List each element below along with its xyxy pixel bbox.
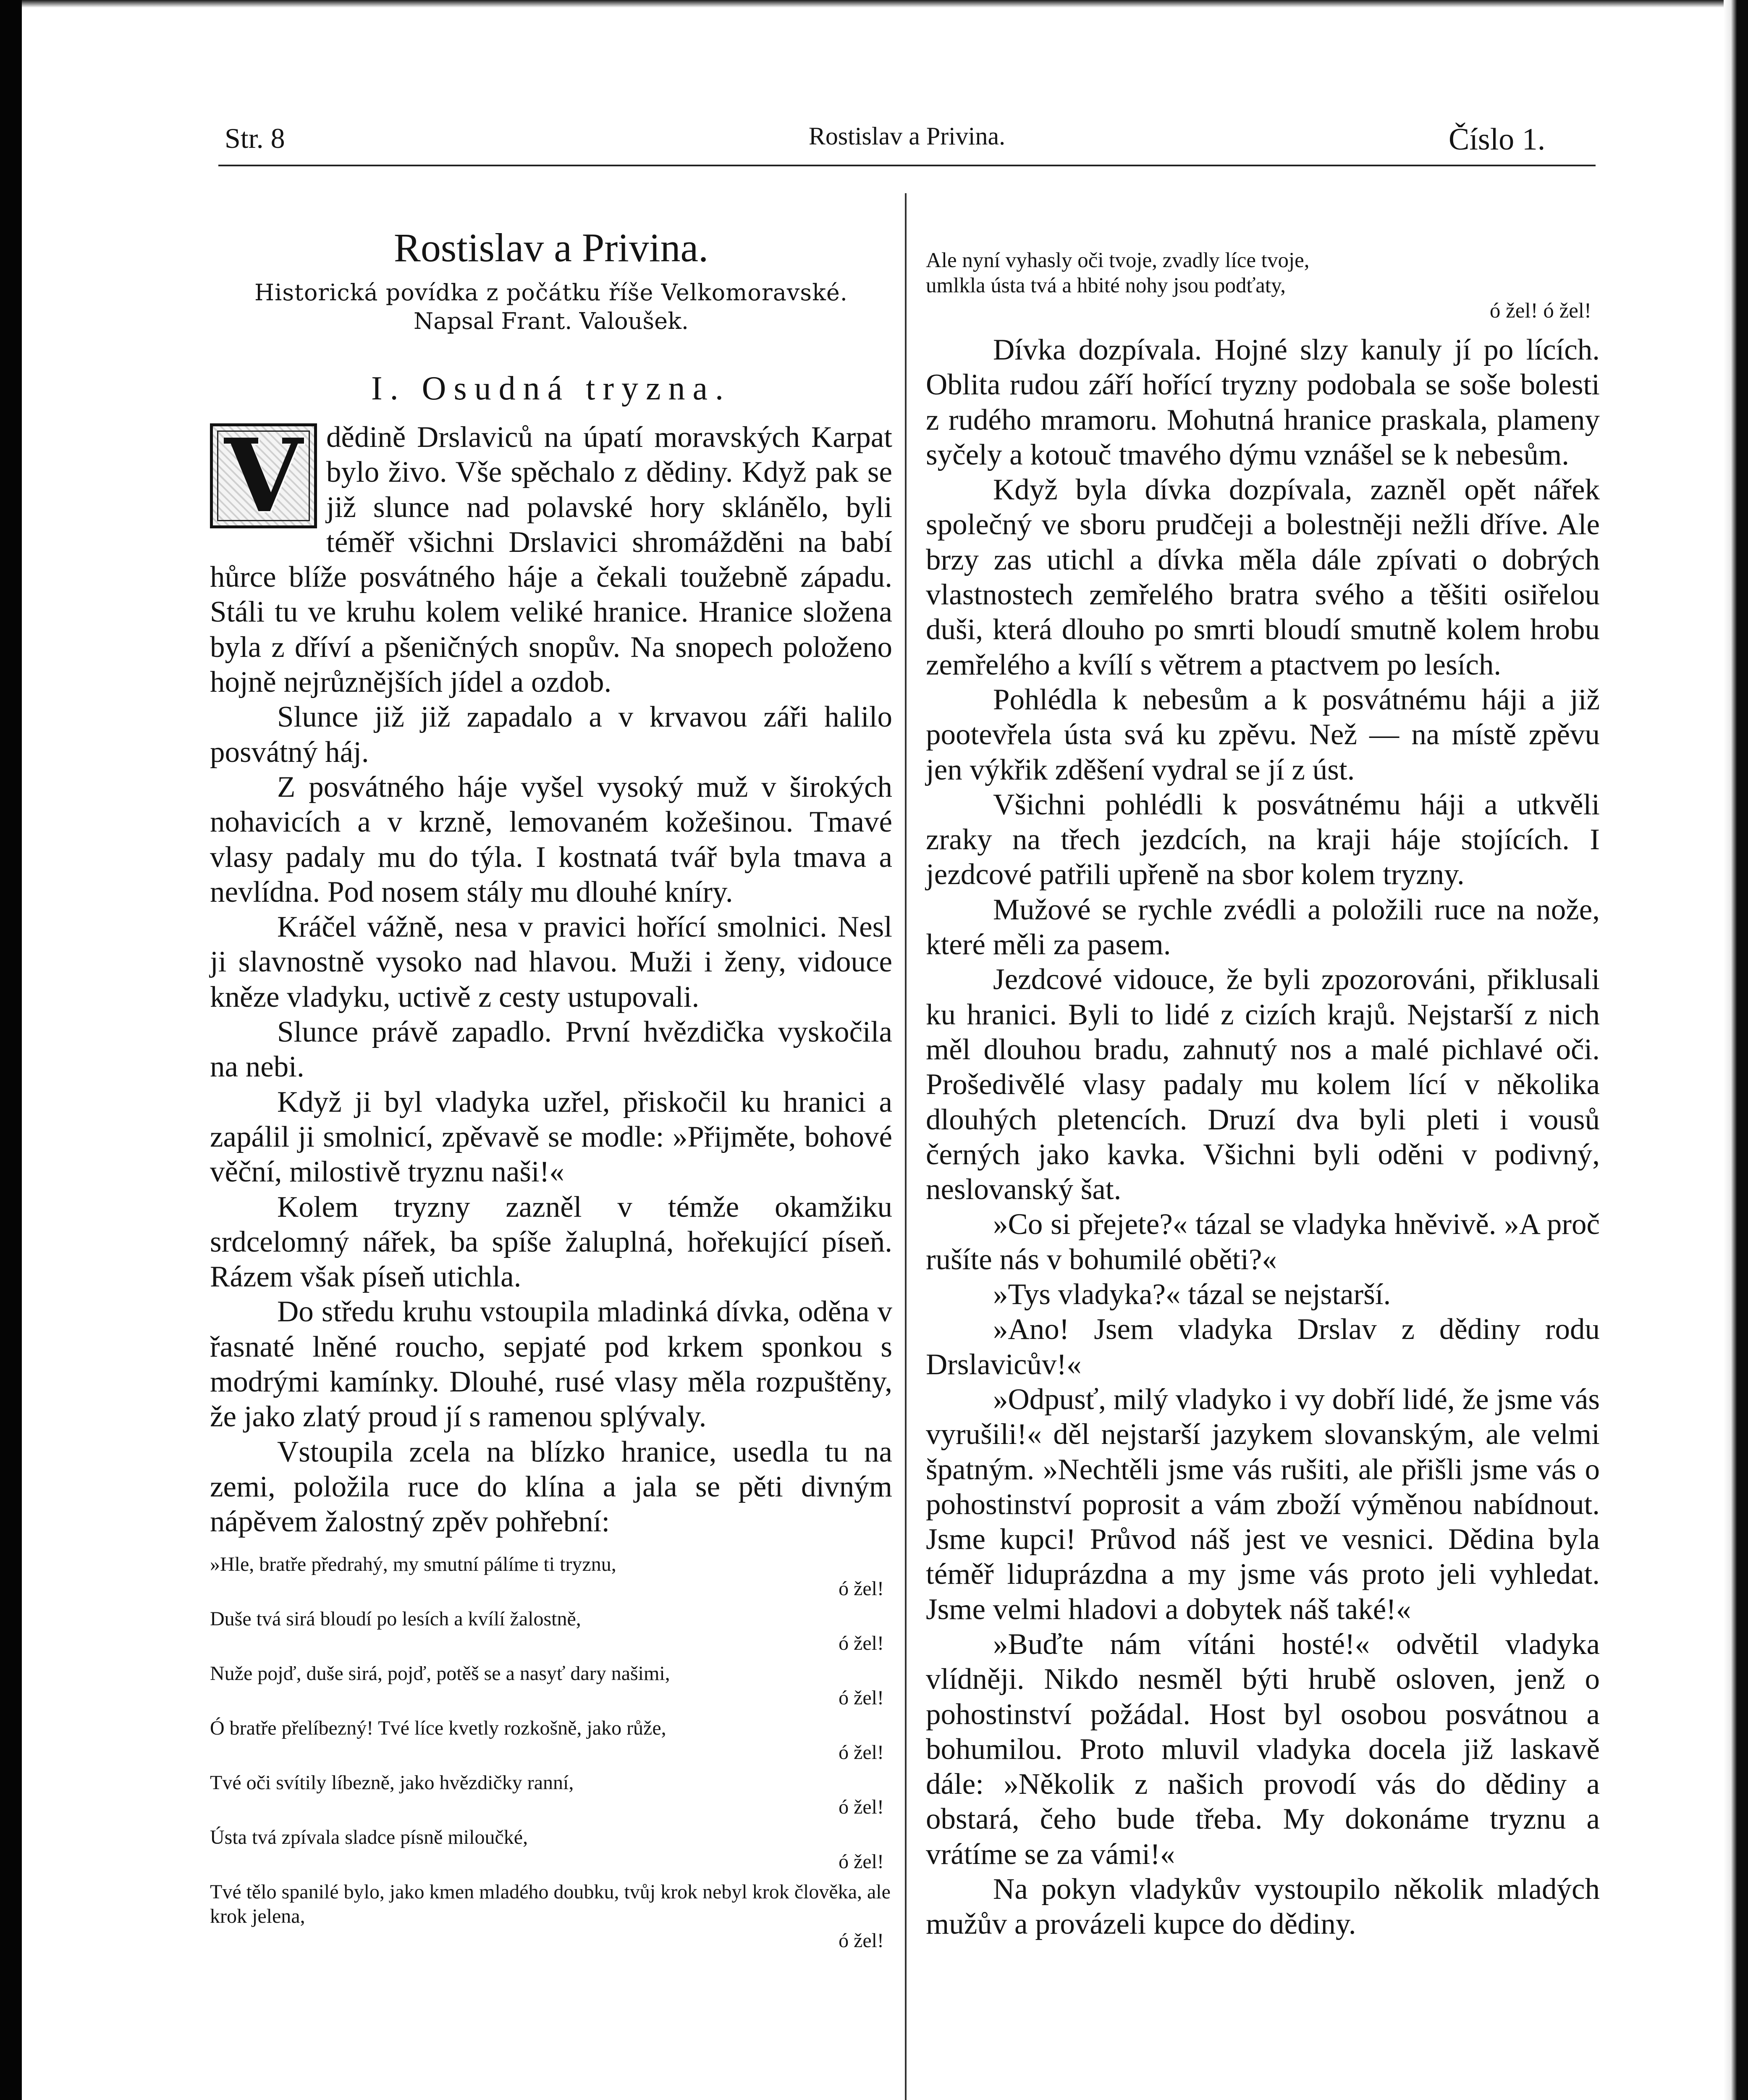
issue-number: Číslo 1. bbox=[1449, 122, 1546, 157]
article-title: Rostislav a Privina. bbox=[393, 225, 709, 270]
paragraph: »Buďte nám vítáni hosté!« odvětil vladyka vlídněji. Nikdo nesměl býti hrubě osloven, jenž o pohostinství požádal. Host byl osobou posvátnou a bohumilou. Proto mluvil vladyka docela již laskavě dále: »Několik z našich provodí vás do dědiny a obstará, čeho bude třeba. My dokonáme tryznu a vrátíme se za vámi!« bbox=[926, 1628, 1600, 1871]
song-refrain: ó žel! bbox=[839, 1577, 884, 1600]
paragraph: Z posvátného háje vyšel vysoký muž v širokých nohavicích a v krzně, lemovaném kožešinou. Tmavé vlasy padaly mu do týla. I kostnatá tvář byla tmava a nevlídna. Pod nosem stály mu dlouhé kníry. bbox=[210, 770, 892, 908]
dropcap-ornament bbox=[210, 417, 317, 535]
song-line: Tvé tělo spanilé bylo, jako kmen mladého doubku, tvůj krok nebyl krok člověka, ale krok jelena, bbox=[210, 1880, 891, 1927]
song-line: »Hle, bratře předrahý, my smutní pálíme ti tryznu, bbox=[210, 1553, 616, 1575]
song-line: Ó bratře přelíbezný! Tvé líce kvetly rozkošně, jako růže, bbox=[210, 1717, 666, 1739]
song-verse bbox=[210, 1552, 892, 1601]
article-byline: Napsal Frant. Valoušek. bbox=[414, 308, 689, 334]
paragraph: Kolem tryzny zazněl v témže okamžiku srdcelomný nářek, ba spíše žaluplná, hořekující píseň. Rázem však píseň utichla. bbox=[210, 1190, 892, 1294]
paragraph: »Ano! Jsem vladyka Drslav z dědiny rodu Drslavicův!« bbox=[926, 1313, 1600, 1381]
song-refrain: ó žel! bbox=[839, 1741, 884, 1764]
first-paragraph bbox=[210, 417, 892, 700]
paragraph: Pohlédla k nebesům a k posvátnému háji a již pootevřela ústa svá ku zpěvu. Než — na místě zpěvu jen výkřik zděšení vydral se jí z úst. bbox=[926, 683, 1600, 786]
chapter-heading: I. Osudná tryzna. bbox=[371, 370, 731, 407]
paragraph: Všichni pohlédli k posvátnému háji a utkvěli zraky na třech jezdcích, na kraji háje stojících. I jezdcové patřili upřeně na sbor kolem tryzny. bbox=[926, 788, 1600, 891]
scan-border-top bbox=[22, 0, 1748, 8]
paragraph: Slunce již již zapadalo a v krvavou záři halilo posvátný háj. bbox=[210, 701, 892, 769]
song-line: Ústa tvá zpívala sladce písně miloučké, bbox=[210, 1826, 528, 1848]
paragraph: Dívka dozpívala. Hojné slzy kanuly jí po lících. Oblita rudou září hořící tryzny podobala se soše bolesti z rudého mramoru. Mohutná hranice praskala, plameny syčely a kotouč tmavého dýmu vznášel se k nebesům. bbox=[926, 333, 1600, 471]
dropcap-letter: V bbox=[224, 417, 303, 535]
paragraph: »Tys vladyka?« tázal se nejstarší. bbox=[993, 1278, 1391, 1311]
header-rule bbox=[218, 165, 1596, 166]
paragraph: Mužové se rychle zvédli a položili ruce na nože, které měli za pasem. bbox=[926, 893, 1600, 961]
column-divider bbox=[905, 193, 907, 2100]
paragraph: »Co si přejete?« tázal se vladyka hněvivě. »A proč rušíte nás v bohumilé oběti?« bbox=[926, 1208, 1600, 1276]
song-verse bbox=[210, 1607, 892, 1656]
song-line: umlkla ústa tvá a hbité nohy jsou podťaty, bbox=[926, 274, 1286, 297]
left-column bbox=[210, 417, 892, 1959]
song-verse bbox=[210, 1662, 892, 1710]
scan-border-left bbox=[0, 0, 22, 2100]
song-refrain: ó žel! bbox=[839, 1632, 884, 1654]
song-line: Tvé oči svítily líbezně, jako hvězdičky ranní, bbox=[210, 1771, 574, 1794]
paragraph: »Odpusť, milý vladyko i vy dobří lidé, že jsme vás vyrušili!« děl nejstarší jazykem slovanským, ale velmi špatným. »Nechtěli jsme vás rušiti, ale přišli jsme vás o pohostinství poprosit a vám zboží výměnou nabídnout. Jsme kupci! Průvod náš jest ve vesnici. Dědina byla téměř liduprázdna a my jsme vás proto jeli vyhledat. Jsme velmi hladovi a dobytek náš také!« bbox=[926, 1383, 1600, 1626]
paragraph: Když ji byl vladyka uzřel, přiskočil ku hranici a zapálil ji smolnicí, zpěvavě se modle: »Přijměte, bohové věční, milostivě tryznu naši!« bbox=[210, 1085, 892, 1189]
paragraph: Na pokyn vladykův vystoupilo několik mladých mužův a provázeli kupce do dědiny. bbox=[926, 1873, 1600, 1941]
song-refrain: ó žel! bbox=[839, 1850, 884, 1873]
paragraph: Když byla dívka dozpívala, zazněl opět nářek společný ve sboru prudčeji a bolestněji nežli dříve. Ale brzy zas utichl a dívka měla dále zpívati o dobrých vlastnostech zemřelého bratra svého a těšiti osiřelou duši, která dlouho po smrti bloudí smutně kolem hrobu zemřelého a kvílí s větrem a ptactvem po lesích. bbox=[926, 473, 1600, 681]
article-heading bbox=[210, 225, 892, 336]
scan-border-right bbox=[1724, 0, 1748, 2100]
paragraph: Vstoupila zcela na blízko hranice, usedla tu na zemi, položila ruce do klína a jala se pěti divným nápěvem žalostný zpěv pohřební: bbox=[210, 1435, 892, 1538]
paragraph: Jezdcové vidouce, že byli zpozorováni, přiklusali ku hranici. Byli to lidé z cizích krajů. Nejstarší z nich měl dlouhou bradu, zahnutý nos a malé pichlavé oči. Prošedivělé vlasy padaly mu kolem lící v několika dlouhých pletencích. Druzí dva byli pleti i vousů černých jako kavka. Všichni byli oděni v podivný, neslovanský šat. bbox=[926, 963, 1600, 1206]
paragraph: Slunce právě zapadlo. První hvězdička vyskočila na nebi. bbox=[210, 1016, 892, 1084]
song-refrain: ó žel! bbox=[839, 1929, 884, 1952]
funeral-song-continued bbox=[926, 248, 1600, 323]
song-line: Duše tvá sirá bloudí po lesích a kvílí žalostně, bbox=[210, 1607, 581, 1630]
right-column bbox=[926, 248, 1600, 1942]
first-paragraph-text: dědině Drslaviců na úpatí moravských Karpat bylo živo. Vše spěchalo z dědiny. Když pak se již slunce nad polavské hory sklánělo, byli téměř všichni Drslavici shromážděni na babí hůrce blíže posvátného háje a čekali toužebně západu. Stáli tu ve kruhu kolem veliké hranice. Hranice složena byla z dříví a pšeničných snopův. Na snopech položeno hojně nejrůznějších jídel a ozdob. bbox=[210, 421, 892, 699]
page-number: Str. 8 bbox=[225, 122, 285, 154]
article-subtitle: Historická povídka z počátku říše Velkomoravské. bbox=[254, 279, 848, 306]
paragraph: Kráčel vážně, nesa v pravici hořící smolnici. Nesl ji slavnostně vysoko nad hlavou. Muži i ženy, vidouce kněze vladyku, uctivě z cesty ustupovali. bbox=[210, 911, 892, 1013]
song-line: Ale nyní vyhasly oči tvoje, zvadly líce tvoje, bbox=[926, 249, 1310, 272]
song-refrain: ó žel! bbox=[839, 1686, 884, 1709]
song-verse bbox=[210, 1771, 892, 1819]
song-refrain: ó žel! bbox=[839, 1796, 884, 1818]
running-title: Rostislav a Privina. bbox=[808, 122, 1006, 150]
song-verse bbox=[210, 1825, 892, 1874]
song-verse bbox=[210, 1716, 892, 1765]
funeral-song bbox=[210, 1552, 892, 1953]
song-refrain: ó žel! ó žel! bbox=[1489, 299, 1591, 323]
song-verse bbox=[210, 1880, 892, 1953]
paragraph: Do středu kruhu vstoupila mladinká dívka, oděna v řasnaté lněné roucho, sepjaté pod krkem sponkou s modrými kamínky. Dlouhé, rusé vlasy měla rozpuštěny, že jako zlatý proud jí s ramenou splývaly. bbox=[210, 1295, 892, 1433]
song-line: Nuže pojď, duše sirá, pojď, potěš se a nasyť dary našimi, bbox=[210, 1662, 670, 1685]
